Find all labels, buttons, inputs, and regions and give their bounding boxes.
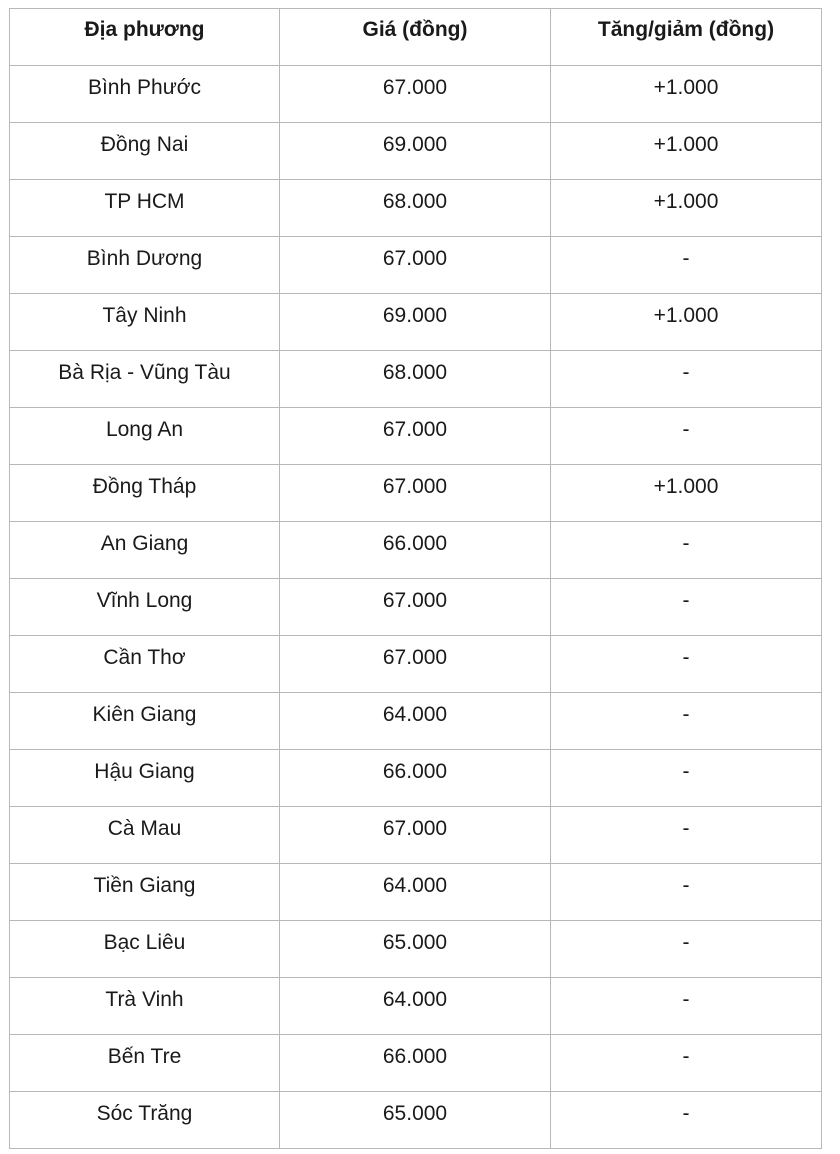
cell-region (10, 864, 280, 921)
cell-price (280, 522, 551, 579)
table-row (10, 465, 822, 522)
cell-region (10, 351, 280, 408)
cell-price-text: 66.000 (382, 760, 448, 783)
table-header-row (10, 9, 822, 66)
cell-region (10, 636, 280, 693)
cell-region (10, 1092, 280, 1149)
cell-region-text: TP HCM (104, 190, 185, 213)
cell-region-text: Đồng Nai (100, 133, 189, 156)
cell-region-text: Kiên Giang (92, 703, 197, 726)
cell-price-text: 65.000 (382, 931, 448, 954)
cell-change-text: - (682, 931, 690, 954)
cell-change (551, 978, 822, 1035)
cell-change-text: - (682, 589, 690, 612)
cell-change-text: - (682, 646, 690, 669)
cell-price (280, 807, 551, 864)
cell-region (10, 465, 280, 522)
cell-price (280, 921, 551, 978)
cell-price-text: 68.000 (382, 190, 448, 213)
cell-region (10, 408, 280, 465)
header-change-label: Tăng/giảm (đồng) (597, 18, 775, 41)
cell-region-text: Cà Mau (107, 817, 182, 840)
table-row (10, 693, 822, 750)
cell-price-text: 64.000 (382, 988, 448, 1011)
table-row (10, 750, 822, 807)
cell-region (10, 807, 280, 864)
cell-price-text: 69.000 (382, 304, 448, 327)
cell-region-text: Bến Tre (107, 1045, 182, 1068)
cell-region (10, 123, 280, 180)
table-row (10, 978, 822, 1035)
cell-change (551, 180, 822, 237)
cell-change (551, 864, 822, 921)
cell-region (10, 66, 280, 123)
header-region (10, 9, 280, 66)
header-price (280, 9, 551, 66)
cell-price-text: 64.000 (382, 874, 448, 897)
cell-price-text: 67.000 (382, 247, 448, 270)
cell-price-text: 66.000 (382, 532, 448, 555)
cell-price-text: 67.000 (382, 817, 448, 840)
cell-price-text: 68.000 (382, 361, 448, 384)
cell-change (551, 351, 822, 408)
table-row (10, 636, 822, 693)
cell-region (10, 237, 280, 294)
cell-change (551, 750, 822, 807)
cell-price (280, 636, 551, 693)
cell-price (280, 1092, 551, 1149)
cell-change-text: - (682, 760, 690, 783)
table-row (10, 123, 822, 180)
cell-change-text: +1.000 (653, 304, 719, 327)
table-row (10, 294, 822, 351)
cell-change (551, 465, 822, 522)
price-table (9, 8, 822, 1149)
cell-region (10, 522, 280, 579)
cell-region-text: Tiền Giang (93, 874, 196, 897)
cell-region (10, 294, 280, 351)
cell-change-text: - (682, 703, 690, 726)
cell-price (280, 237, 551, 294)
cell-price-text: 67.000 (382, 589, 448, 612)
cell-region-text: Sóc Trăng (96, 1102, 193, 1125)
cell-region-text: Đồng Tháp (92, 475, 197, 498)
price-table-container (9, 8, 821, 1149)
cell-price (280, 351, 551, 408)
cell-region (10, 579, 280, 636)
cell-change-text: +1.000 (653, 475, 719, 498)
table-row (10, 1092, 822, 1149)
cell-region-text: Tây Ninh (102, 304, 187, 327)
cell-change (551, 408, 822, 465)
cell-price (280, 66, 551, 123)
cell-region-text: Bình Dương (86, 247, 203, 270)
cell-change (551, 579, 822, 636)
cell-change (551, 636, 822, 693)
cell-change (551, 237, 822, 294)
cell-region (10, 750, 280, 807)
cell-price (280, 1035, 551, 1092)
cell-price-text: 69.000 (382, 133, 448, 156)
cell-region-text: Long An (105, 418, 184, 441)
cell-price (280, 465, 551, 522)
table-row (10, 1035, 822, 1092)
header-price-label: Giá (đồng) (362, 18, 468, 41)
cell-price-text: 67.000 (382, 76, 448, 99)
table-row (10, 408, 822, 465)
table-body (10, 66, 822, 1149)
cell-change-text: - (682, 247, 690, 270)
cell-price (280, 180, 551, 237)
cell-price (280, 693, 551, 750)
cell-region (10, 693, 280, 750)
table-row (10, 921, 822, 978)
cell-change-text: - (682, 1102, 690, 1125)
cell-price (280, 408, 551, 465)
cell-region (10, 1035, 280, 1092)
cell-region-text: Vĩnh Long (96, 589, 193, 612)
table-row (10, 579, 822, 636)
cell-change-text: +1.000 (653, 190, 719, 213)
table-row (10, 237, 822, 294)
cell-price-text: 65.000 (382, 1102, 448, 1125)
cell-region-text: Trà Vinh (105, 988, 184, 1011)
cell-price (280, 123, 551, 180)
cell-change (551, 522, 822, 579)
cell-price (280, 864, 551, 921)
table-row (10, 66, 822, 123)
cell-change (551, 66, 822, 123)
cell-region-text: Cần Thơ (103, 646, 186, 669)
cell-price (280, 294, 551, 351)
cell-change (551, 1092, 822, 1149)
cell-change-text: - (682, 874, 690, 897)
header-region-label: Địa phương (84, 18, 205, 41)
cell-change-text: - (682, 817, 690, 840)
table-row (10, 351, 822, 408)
table-row (10, 180, 822, 237)
cell-change (551, 1035, 822, 1092)
cell-price (280, 579, 551, 636)
table-row (10, 522, 822, 579)
cell-change-text: - (682, 532, 690, 555)
cell-change (551, 123, 822, 180)
table-row (10, 864, 822, 921)
cell-change-text: +1.000 (653, 76, 719, 99)
cell-region-text: Bình Phước (87, 76, 202, 99)
cell-price-text: 67.000 (382, 475, 448, 498)
cell-change (551, 807, 822, 864)
cell-change (551, 294, 822, 351)
cell-region-text: Bạc Liêu (103, 931, 186, 954)
cell-price-text: 67.000 (382, 418, 448, 441)
cell-change-text: - (682, 1045, 690, 1068)
cell-price-text: 66.000 (382, 1045, 448, 1068)
cell-region-text: An Giang (100, 532, 189, 555)
cell-region (10, 978, 280, 1035)
table-row (10, 807, 822, 864)
header-change (551, 9, 822, 66)
cell-price-text: 67.000 (382, 646, 448, 669)
cell-price (280, 978, 551, 1035)
cell-change-text: - (682, 418, 690, 441)
cell-region (10, 180, 280, 237)
cell-change (551, 693, 822, 750)
cell-region-text: Hậu Giang (94, 760, 195, 783)
cell-region-text: Bà Rịa - Vũng Tàu (58, 361, 231, 384)
cell-price-text: 64.000 (382, 703, 448, 726)
cell-change-text: - (682, 361, 690, 384)
cell-change-text: +1.000 (653, 133, 719, 156)
cell-change (551, 921, 822, 978)
cell-change-text: - (682, 988, 690, 1011)
cell-price (280, 750, 551, 807)
cell-region (10, 921, 280, 978)
